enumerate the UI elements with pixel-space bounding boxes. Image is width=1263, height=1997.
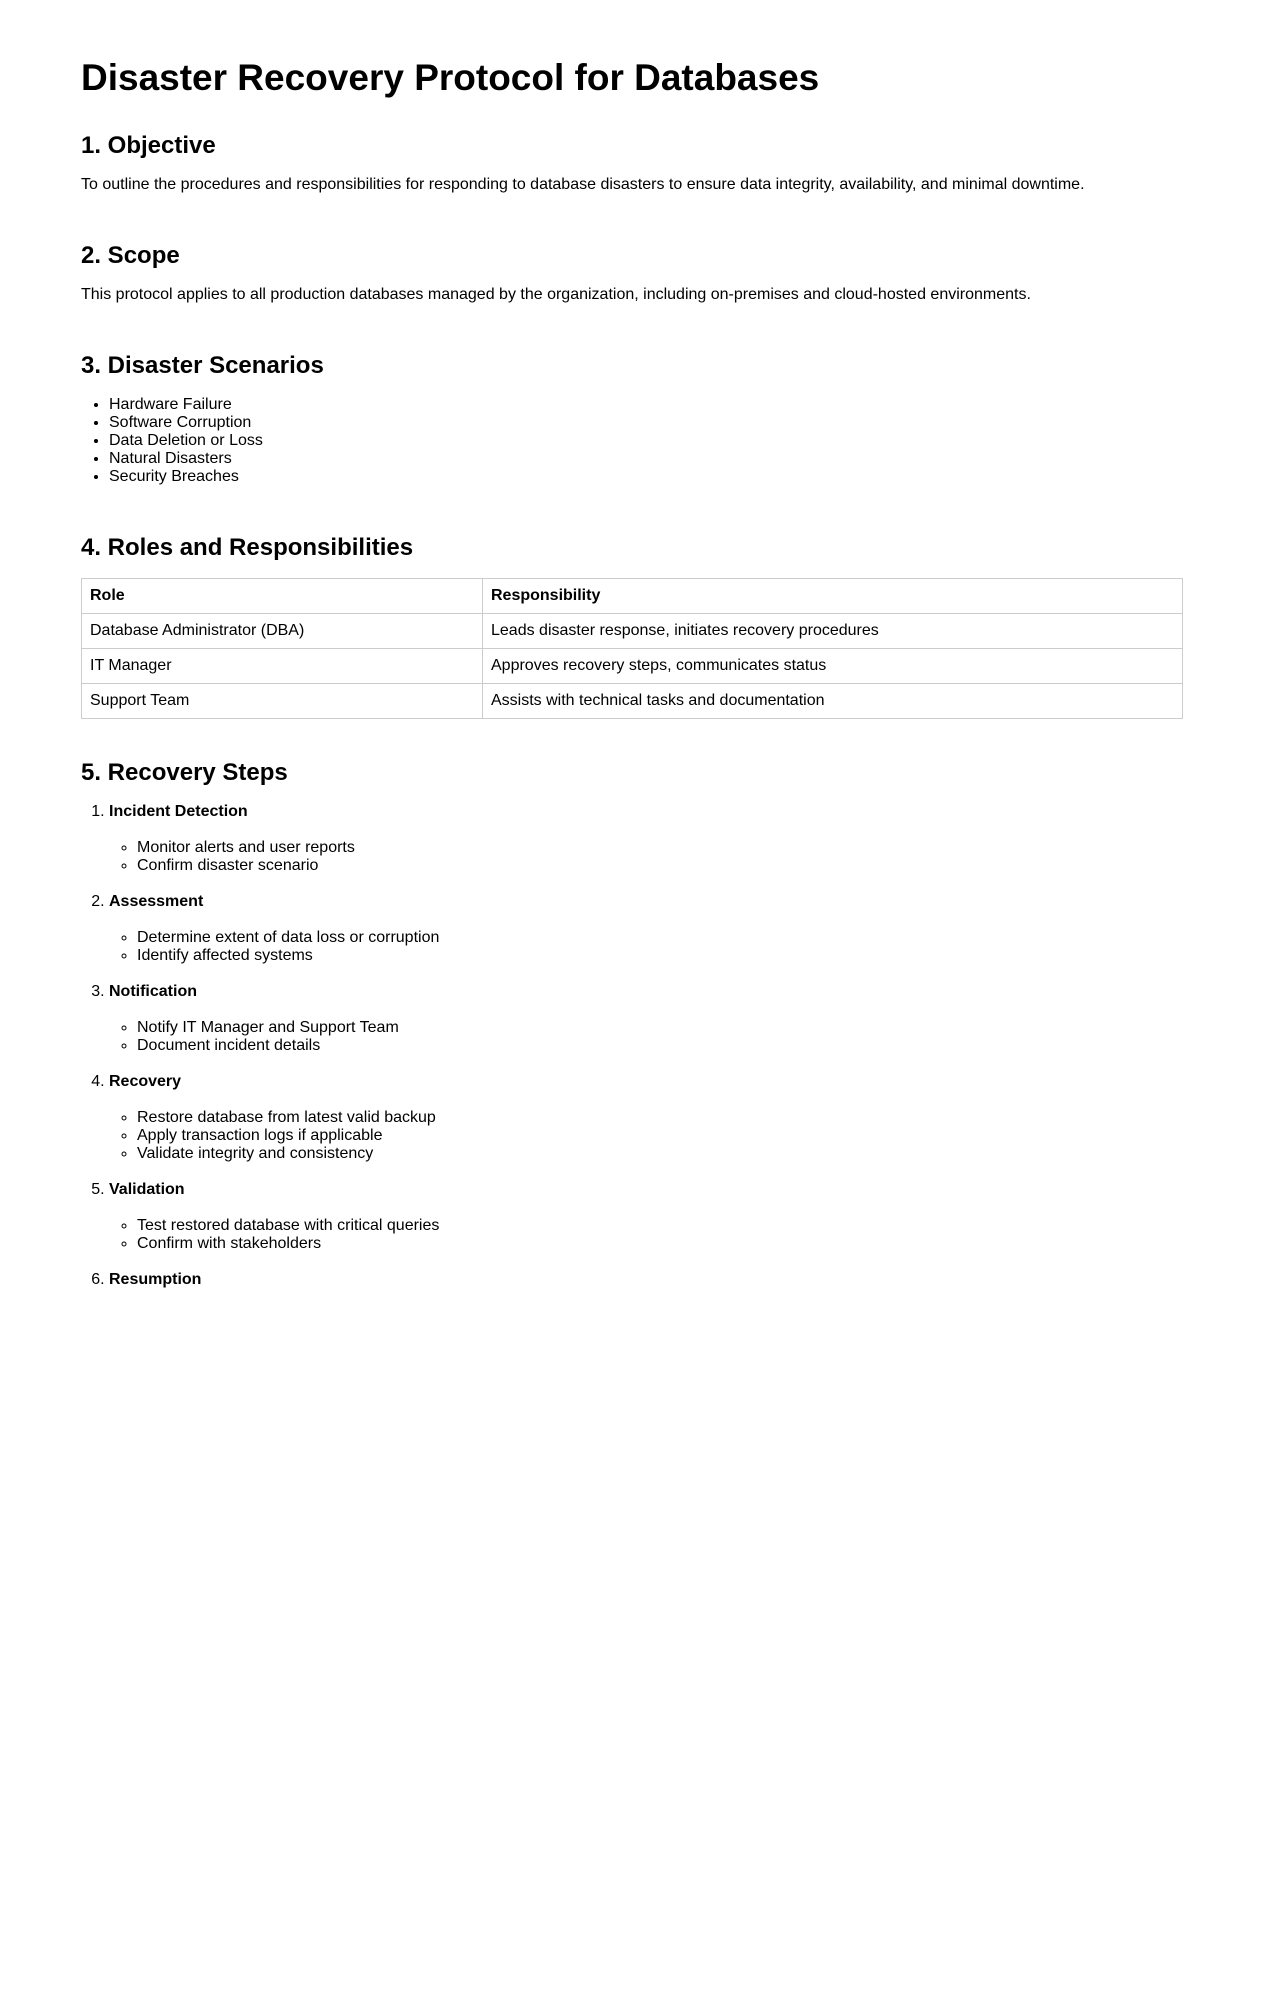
step-title: 4. Recovery bbox=[109, 1073, 182, 1090]
table-cell-responsibility: Assists with technical tasks and documentation bbox=[483, 684, 1183, 719]
column-header-responsibility: Responsibility bbox=[483, 579, 1183, 614]
recovery-step bbox=[109, 1181, 1182, 1253]
list-item: ◦ Document incident details bbox=[137, 1037, 1182, 1055]
step-title: 1. Incident Detection bbox=[109, 803, 248, 820]
section-heading: 3. Disaster Scenarios bbox=[81, 352, 324, 379]
list-item: ◦ Monitor alerts and user reports bbox=[137, 839, 1182, 857]
table-row bbox=[82, 614, 1183, 649]
list-item: • Hardware Failure bbox=[109, 396, 1182, 414]
column-header-role: Role bbox=[82, 579, 483, 614]
recovery-step bbox=[109, 1271, 1182, 1289]
list-item: ◦ Identify affected systems bbox=[137, 947, 1182, 965]
step-substeps bbox=[109, 929, 1182, 965]
step-substeps bbox=[109, 1109, 1182, 1163]
section-recovery-steps bbox=[81, 759, 1182, 1289]
table-row bbox=[82, 649, 1183, 684]
section-heading: 1. Objective bbox=[81, 132, 216, 159]
step-substeps bbox=[109, 839, 1182, 875]
recovery-steps-list bbox=[81, 803, 1182, 1289]
step-substeps bbox=[109, 1217, 1182, 1253]
list-item: ◦ Confirm with stakeholders bbox=[137, 1235, 1182, 1253]
list-item: ◦ Validate integrity and consistency bbox=[137, 1145, 1182, 1163]
section-heading: 4. Roles and Responsibilities bbox=[81, 534, 414, 561]
roles-table bbox=[81, 578, 1183, 719]
list-item: ◦ Apply transaction logs if applicable bbox=[137, 1127, 1182, 1145]
section-objective bbox=[81, 132, 1182, 194]
list-item: ◦ Restore database from latest valid backup bbox=[137, 1109, 1182, 1127]
table-row bbox=[82, 684, 1183, 719]
step-title: 3. Notification bbox=[109, 983, 197, 1000]
step-title: 6. Resumption bbox=[109, 1271, 202, 1288]
list-item: • Security Breaches bbox=[109, 468, 1182, 486]
list-item: • Natural Disasters bbox=[109, 450, 1182, 468]
list-item: ◦ Notify IT Manager and Support Team bbox=[137, 1019, 1182, 1037]
table-cell-responsibility: Approves recovery steps, communicates status bbox=[483, 649, 1183, 684]
table-cell-role: Database Administrator (DBA) bbox=[82, 614, 483, 649]
step-title: 5. Validation bbox=[109, 1181, 185, 1198]
section-heading: 5. Recovery Steps bbox=[81, 759, 288, 786]
table-cell-responsibility: Leads disaster response, initiates recovery procedures bbox=[483, 614, 1183, 649]
section-text: To outline the procedures and responsibilities for responding to database disasters to ensure data integrity, availability, and minimal downtime. bbox=[81, 176, 1085, 193]
list-item: • Software Corruption bbox=[109, 414, 1182, 432]
section-text: This protocol applies to all production databases managed by the organization, including on-premises and cloud-hosted environments. bbox=[81, 286, 1031, 303]
step-substeps bbox=[109, 1019, 1182, 1055]
page-title: Disaster Recovery Protocol for Databases bbox=[81, 57, 820, 98]
recovery-step bbox=[109, 893, 1182, 965]
list-item: • Data Deletion or Loss bbox=[109, 432, 1182, 450]
section-heading: 2. Scope bbox=[81, 242, 180, 269]
list-item: ◦ Test restored database with critical queries bbox=[137, 1217, 1182, 1235]
recovery-step bbox=[109, 983, 1182, 1055]
table-cell-role: Support Team bbox=[82, 684, 483, 719]
list-item: ◦ Confirm disaster scenario bbox=[137, 857, 1182, 875]
recovery-step bbox=[109, 1073, 1182, 1163]
recovery-step bbox=[109, 803, 1182, 875]
section-scenarios bbox=[81, 352, 1182, 486]
section-roles bbox=[81, 534, 1182, 719]
table-cell-role: IT Manager bbox=[82, 649, 483, 684]
section-scope bbox=[81, 242, 1182, 304]
scenario-list bbox=[81, 396, 1182, 486]
step-title: 2. Assessment bbox=[109, 893, 204, 910]
list-item: ◦ Determine extent of data loss or corruption bbox=[137, 929, 1182, 947]
table-header-row bbox=[82, 579, 1183, 614]
